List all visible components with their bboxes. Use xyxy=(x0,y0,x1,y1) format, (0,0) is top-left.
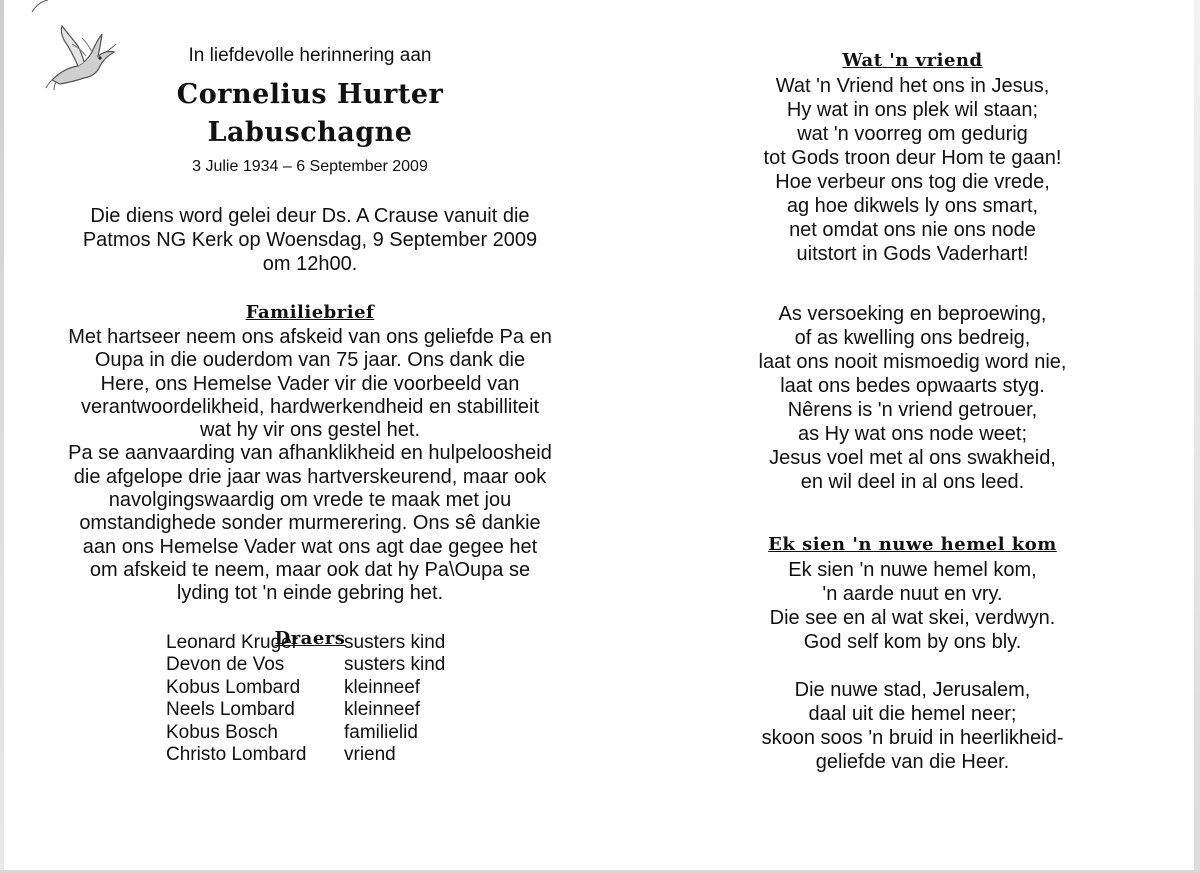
bearers-table xyxy=(166,632,445,766)
life-dates: 3 Julie 1934 – 6 September 2009 xyxy=(192,158,428,175)
bearer-name: Leonard Kruger xyxy=(166,632,299,653)
table-row xyxy=(166,654,445,676)
bearer-relation: susters kind xyxy=(344,632,446,653)
poem1-stanza1: Wat 'n Vriend het ons in Jesus, Hy wat in ons plek wil staan; wat 'n voorreg om gedurig tot Gods troon deur Hom te gaan! Hoe verbeur ons tog die vrede, ag hoe dikwels ly ons smart, net omdat ons nie ons node uitstort in Gods Vaderhart! xyxy=(763,75,1062,265)
service-details: Die diens word gelei deur Ds. A Crause vanuit die Patmos NG Kerk op Woensdag, 9 September 2009 om 12h00. xyxy=(82,205,538,275)
left-panel xyxy=(50,44,570,652)
poem2-stanza2: Die nuwe stad, Jerusalem, daal uit die hemel neer; skoon soos 'n bruid in heerlikheid- geliefde van die Heer. xyxy=(761,679,1064,773)
bearer-relation: vriend xyxy=(344,744,396,766)
family-letter-title: Familiebrief xyxy=(245,302,375,323)
table-row xyxy=(166,744,445,766)
family-letter-text: Met hartseer neem ons afskeid van ons geliefde Pa en Oupa in die ouderdom van 75 jaar. Ons dank die Here, ons Hemelse Vader vir die voorbeeld van verantwoordelikheid, hardwerkendheid en stabilliteit wat hy vir ons gestel het. Pa se aanvaarding van afhanklikheid en hulpeloosheid die afgelope drie jaar was hartverskeurend, maar ook navolgingswaardig om vrede te maak met jou omstandighede sonder murmerering. Ons sê dankie aan ons Hemelse Vader wat ons agt dae gegee het om afskeid te neem, maar ook dat hy Pa\Oupa se lyding tot 'n einde gebring het. xyxy=(68,326,552,605)
scan-edge-left xyxy=(0,0,4,873)
table-row xyxy=(166,677,445,699)
right-panel xyxy=(705,48,1120,774)
bearer-name: Kobus Lombard xyxy=(166,676,301,698)
scan-edge-right xyxy=(1194,0,1200,873)
table-row xyxy=(166,632,445,654)
deceased-name-line1: Cornelius Hurter xyxy=(176,79,444,110)
poem2-title: Ek sien 'n nuwe hemel kom xyxy=(768,534,1057,555)
poem1-title: Wat 'n vriend xyxy=(842,50,983,71)
table-row xyxy=(166,722,445,744)
poem2-stanza1: Ek sien 'n nuwe hemel kom, 'n aarde nuut en vry. Die see en al wat skei, verdwyn. God self kom by ons bly. xyxy=(769,559,1056,653)
bearer-relation: kleinneef xyxy=(344,699,421,721)
bearer-name: Devon de Vos xyxy=(166,654,285,676)
bearer-relation: kleinneef xyxy=(344,676,421,698)
bearer-relation: susters kind xyxy=(344,654,446,676)
deceased-name-line2: Labuschagne xyxy=(207,117,413,148)
fold-mark-icon xyxy=(30,0,50,14)
intro-text: In liefdevolle herinnering aan xyxy=(188,45,432,66)
poem1-stanza2: As versoeking en beproewing, of as kwelling ons bedreig, laat ons nooit mismoedig word nie, laat ons bedes opwaarts styg. Nêrens is 'n vriend getrouer, as Hy wat ons node weet; Jesus voel met al ons swakheid, en wil deel in al ons leed. xyxy=(758,303,1067,493)
bearers-title: Draers xyxy=(274,627,346,649)
bearer-name: Neels Lombard xyxy=(166,699,295,721)
bearer-relation: familielid xyxy=(344,721,418,743)
table-row xyxy=(166,699,445,721)
bearer-name: Christo Lombard xyxy=(166,744,307,766)
bearer-name: Kobus Bosch xyxy=(166,721,278,743)
